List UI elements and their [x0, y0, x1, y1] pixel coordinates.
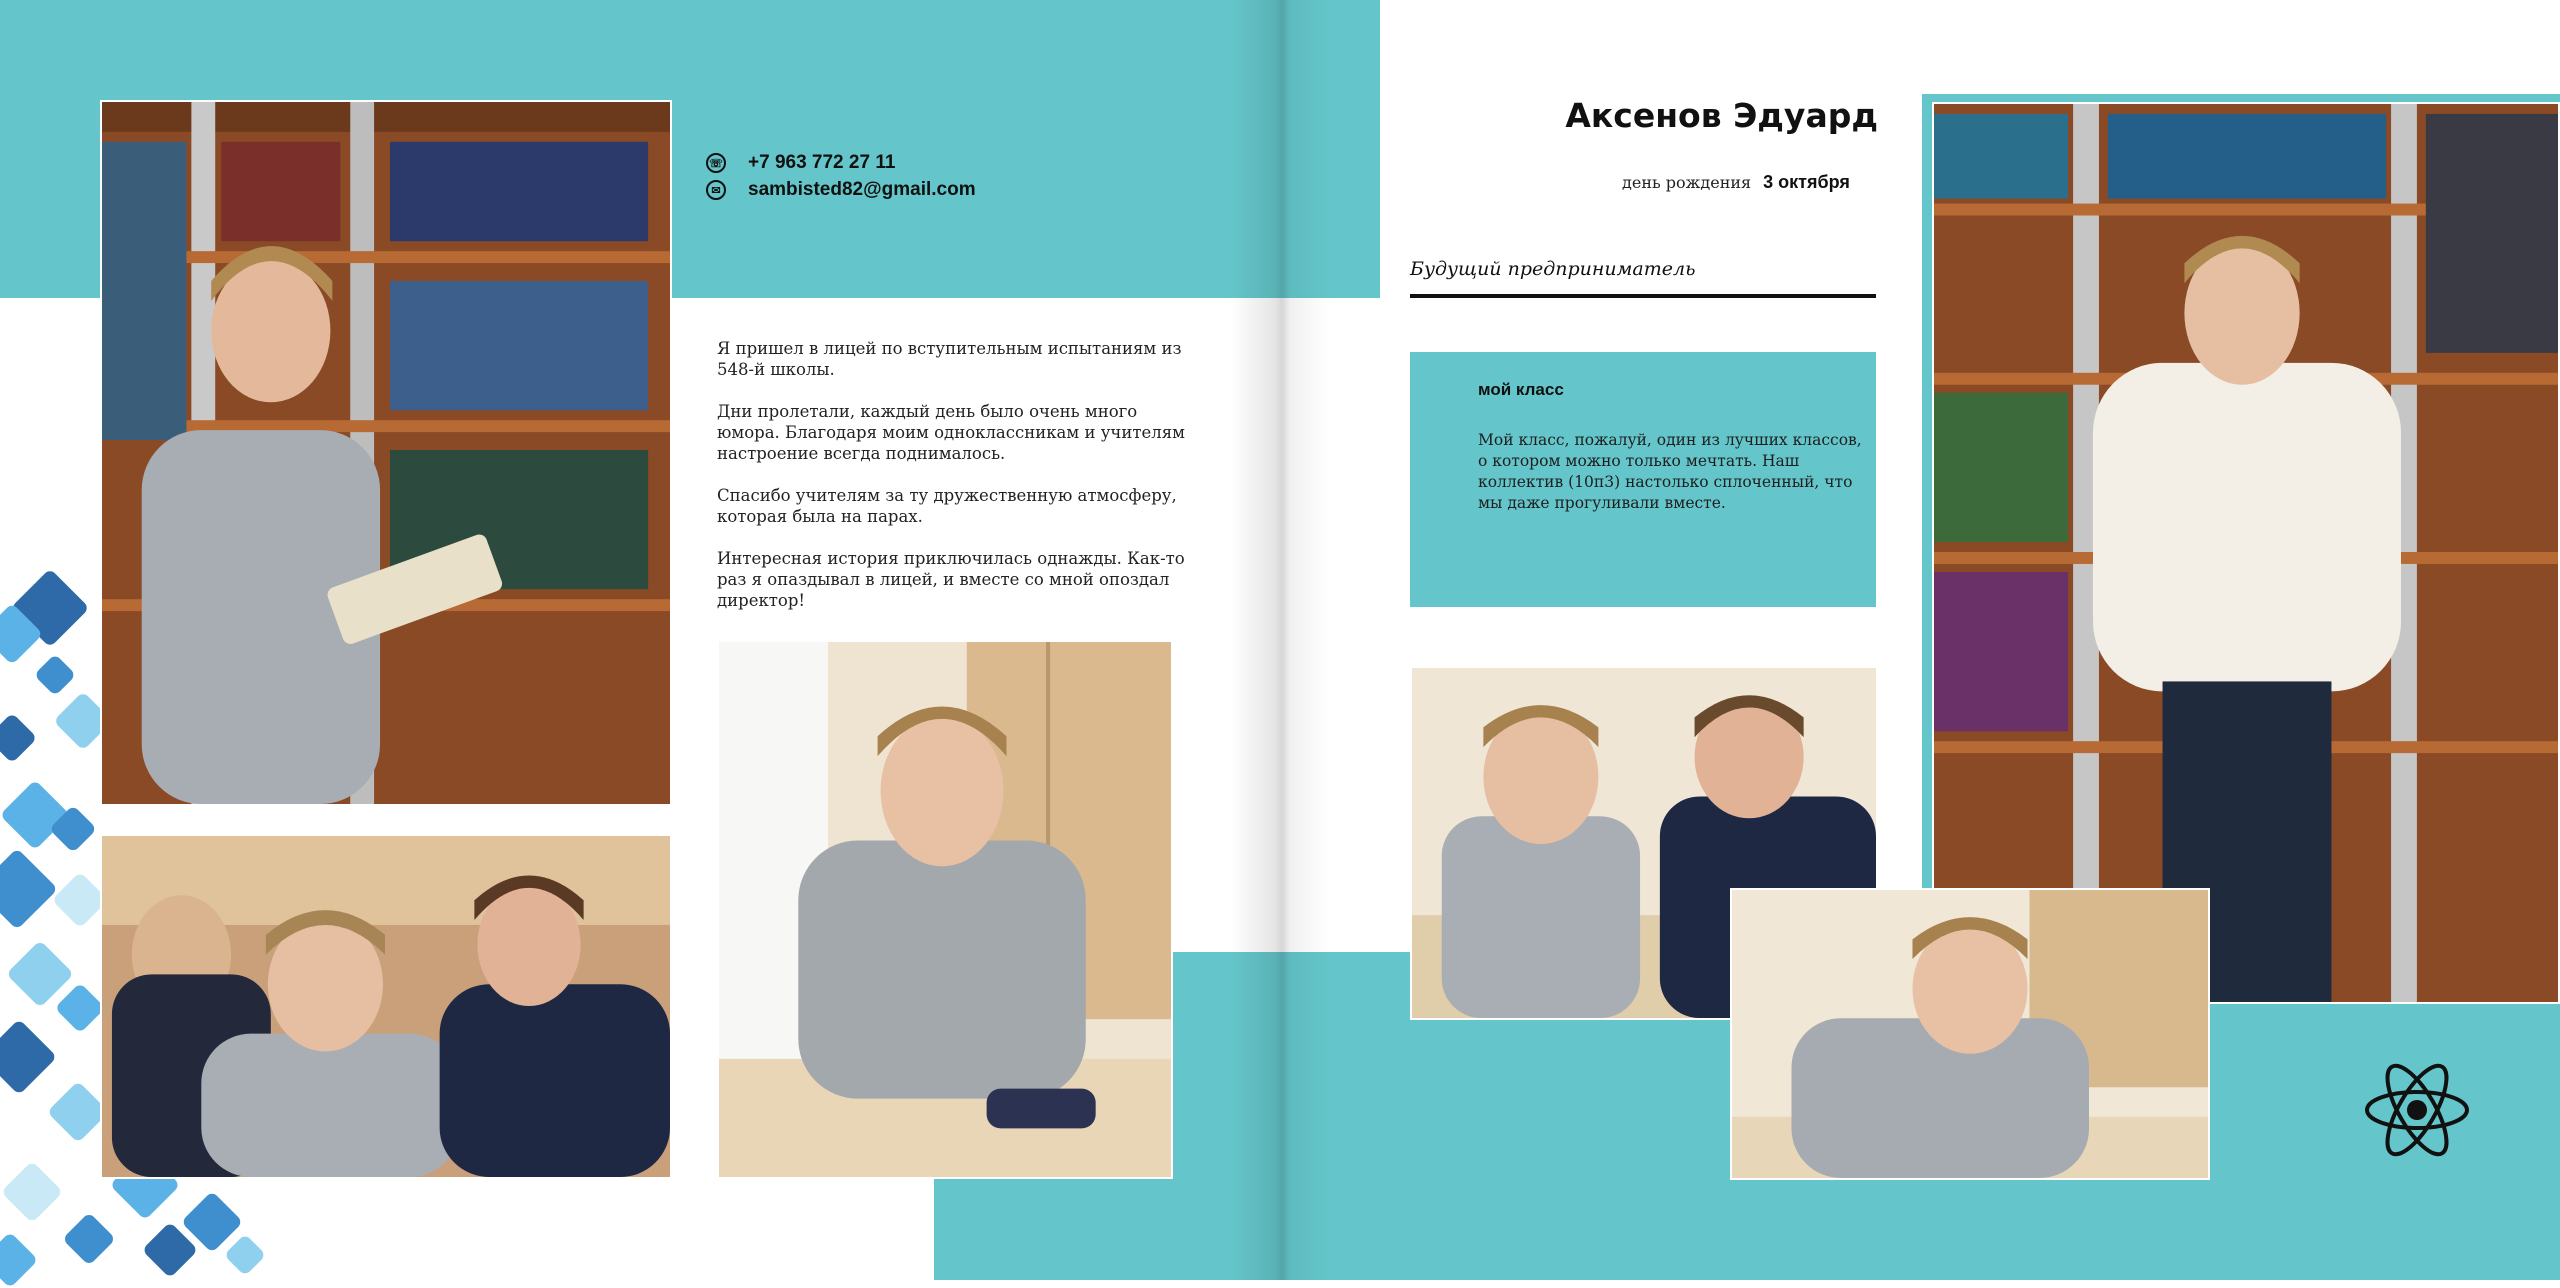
story-paragraph: Спасибо учителям за ту дружественную атмосферу, которая была на парах. [717, 486, 1177, 526]
classroom-photo-thinking [1730, 888, 2210, 1180]
phone-icon: ☏ [706, 153, 726, 173]
classroom-photo-hands-clasped [717, 640, 1173, 1179]
student-name: Аксенов Эдуард [1565, 96, 1878, 135]
story-paragraph: Я пришел в лицей по вступительным испытаниям из 548-й школы. [717, 339, 1182, 379]
story-text [717, 338, 1187, 632]
class-box-text: Мой класс, пожалуй, один из лучших классов, о котором можно только мечтать. Наш коллектив (10п3) настолько сплоченный, что мы даже прогуливали вместе. [1478, 431, 1862, 512]
classroom-photo-smiling [100, 834, 672, 1179]
birthday-value: 3 октября [1763, 172, 1850, 192]
email-icon: ✉ [706, 180, 726, 200]
standing-portrait-photo [1932, 102, 2560, 1004]
story-paragraph: Интересная история приключилась однажды. Как-то раз я опаздывал в лицей, и вместе со мной опоздал директор! [717, 549, 1185, 610]
birthday [1622, 172, 1850, 193]
phone-text: +7 963 772 27 11 [748, 152, 896, 173]
email-contact [706, 179, 976, 201]
divider [1410, 294, 1876, 298]
phone-contact [706, 152, 895, 174]
portrait-photo-with-book [100, 100, 672, 806]
tagline: Будущий предприниматель [1410, 258, 1696, 280]
birthday-label: день рождения [1622, 173, 1752, 192]
story-paragraph: Дни пролетали, каждый день было очень много юмора. Благодаря моим одноклассникам и учителям настроение всегда поднималось. [717, 402, 1185, 463]
book-spine-shadow [1230, 0, 1330, 1280]
email-text: sambisted82@gmail.com [748, 179, 976, 200]
class-box-title: мой класс [1478, 380, 1564, 399]
atom-icon [2362, 1058, 2472, 1162]
class-box [1410, 352, 1876, 607]
